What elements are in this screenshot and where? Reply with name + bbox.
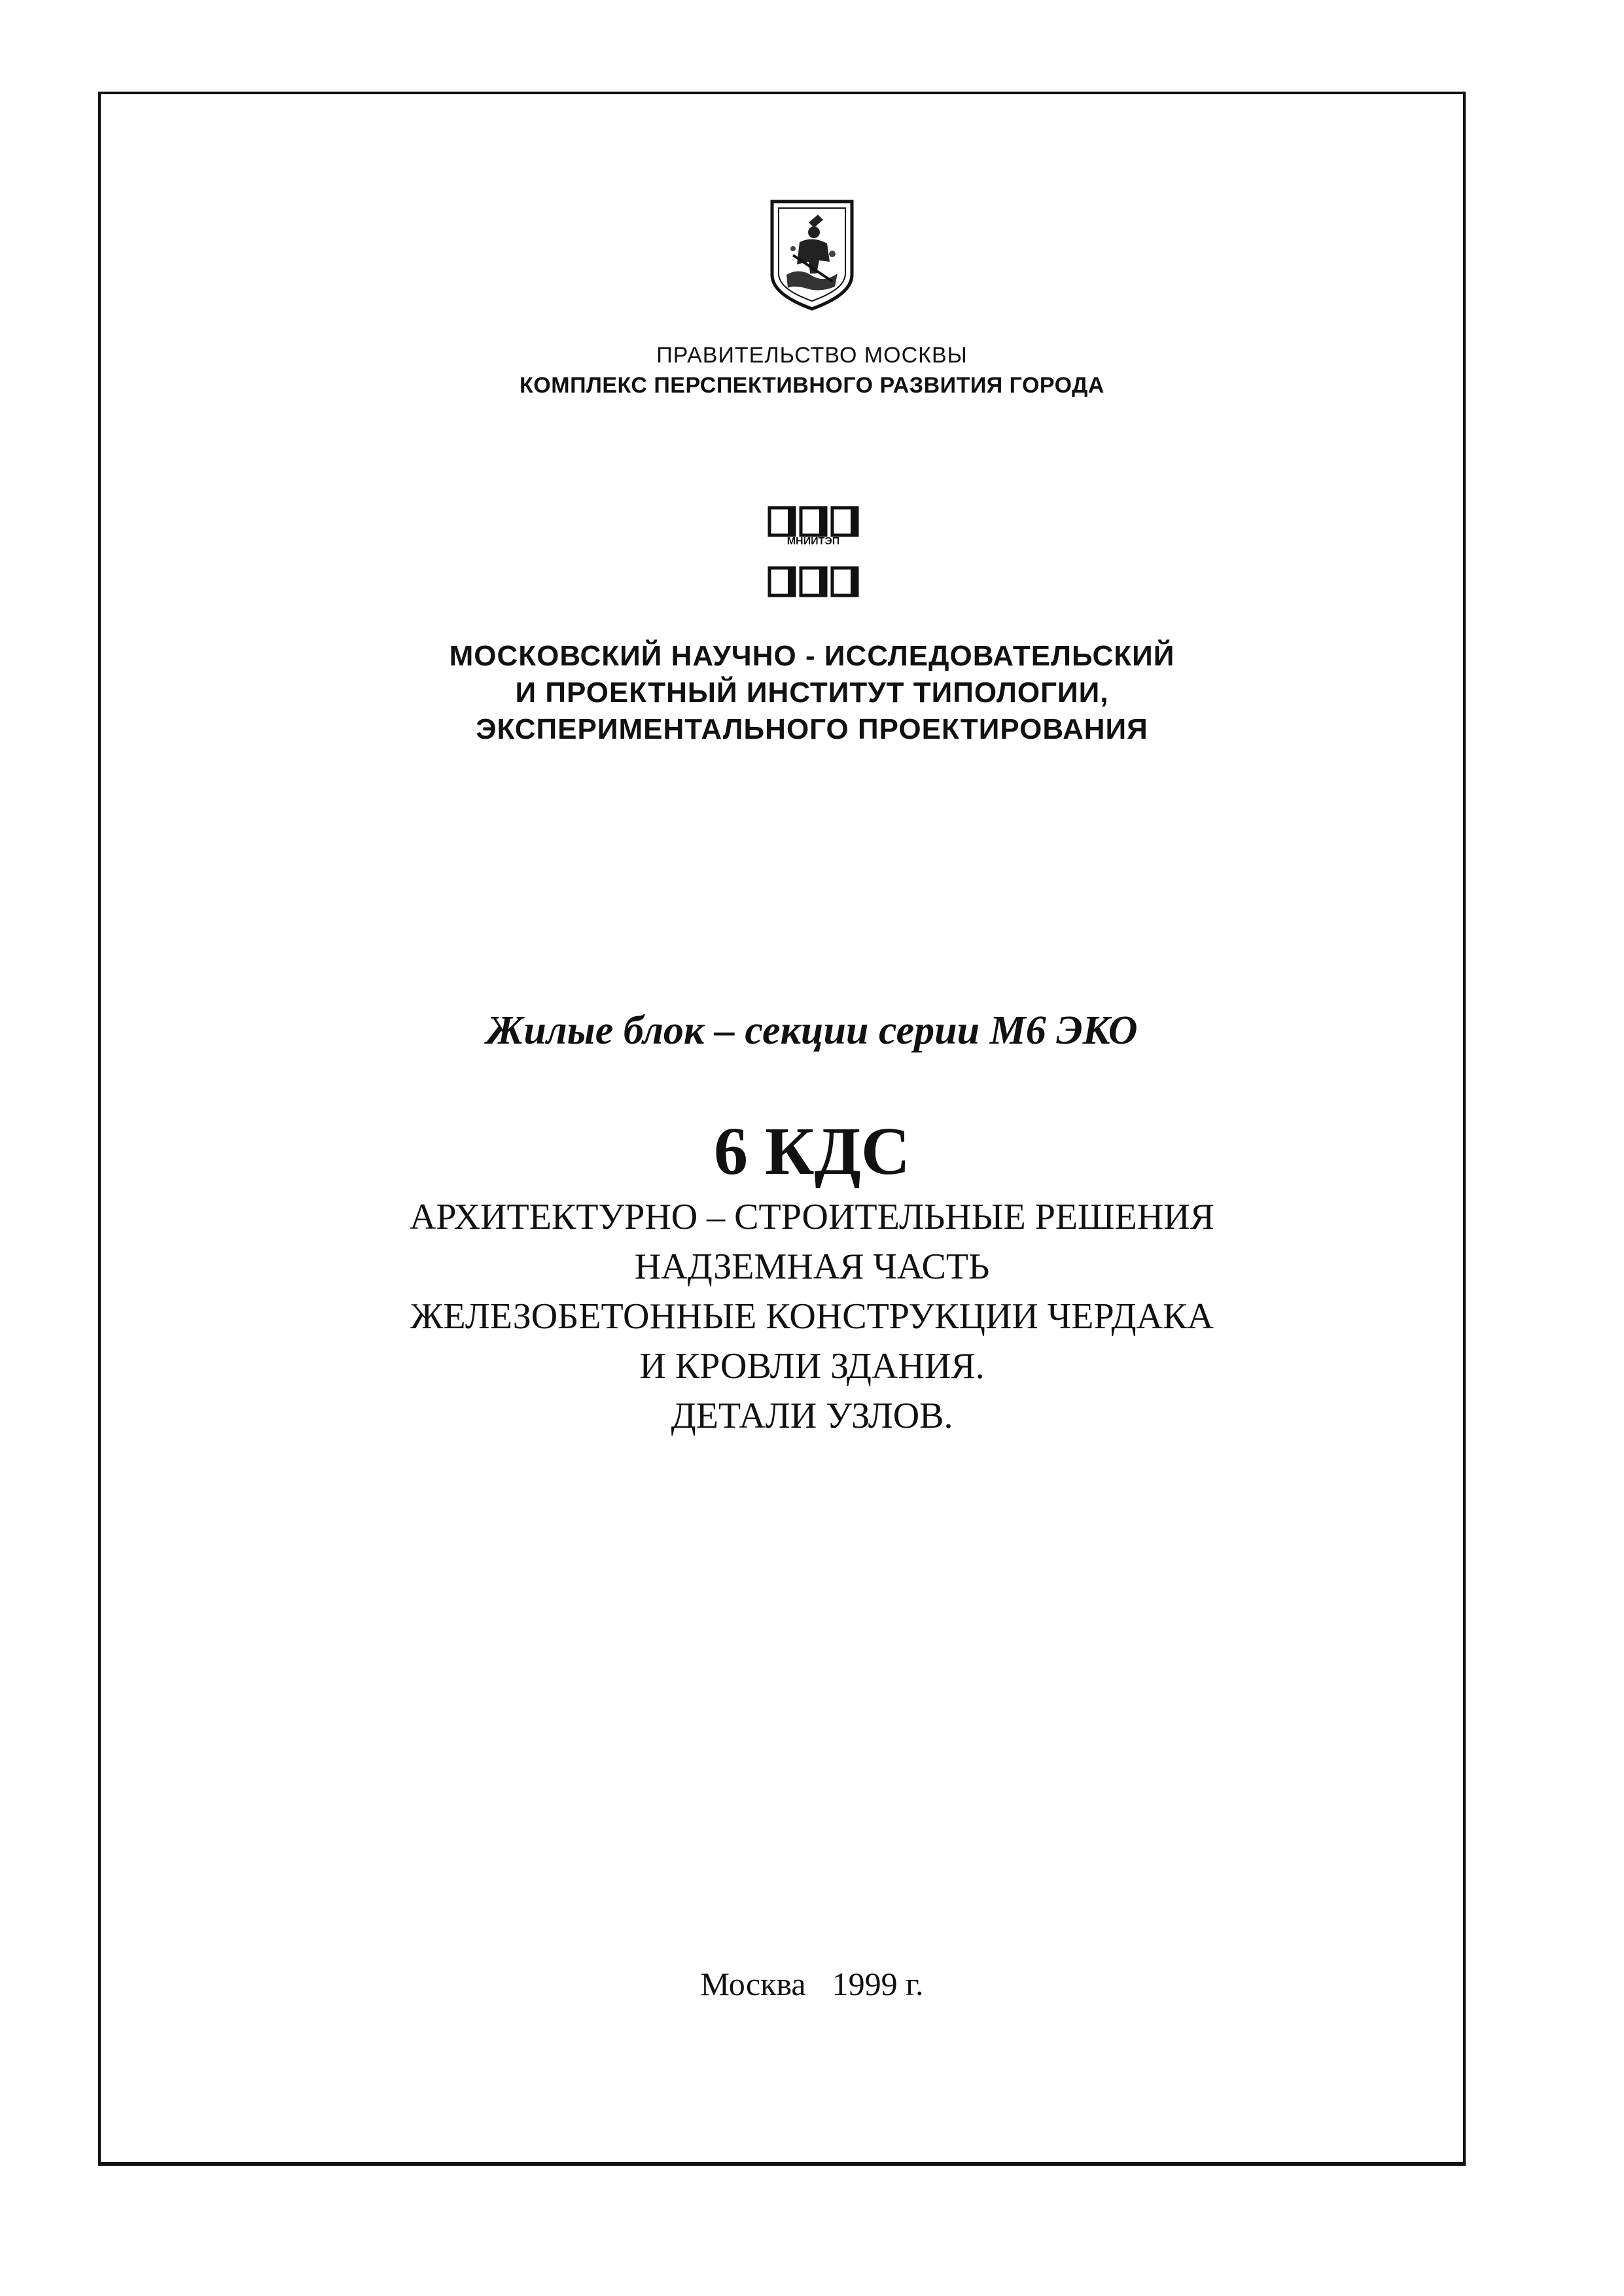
series-title: Жилые блок – секции серии М6 ЭКО xyxy=(486,1008,1138,1053)
institute-name-line: МОСКОВСКИЙ НАУЧНО - ИССЛЕДОВАТЕЛЬСКИЙ xyxy=(449,640,1175,672)
place-and-year xyxy=(0,1963,1624,2005)
mniitep-logo xyxy=(764,503,862,601)
city-name: Москва xyxy=(700,1966,806,2002)
document-code: 6 КДС xyxy=(713,1114,911,1189)
institute-name-line: И ПРОЕКТНЫЙ ИНСТИТУТ ТИПОЛОГИИ, xyxy=(515,677,1109,709)
government-header xyxy=(0,340,1624,400)
document-description xyxy=(0,1192,1624,1441)
description-line: НАДЗЕМНАЯ ЧАСТЬ xyxy=(634,1246,990,1287)
moscow-coat-of-arms-emblem xyxy=(767,196,857,313)
development-complex-name: КОМПЛЕКС ПЕРСПЕКТИВНОГО РАЗВИТИЯ ГОРОДА xyxy=(520,373,1104,398)
description-line: И КРОВЛИ ЗДАНИЯ. xyxy=(639,1346,985,1386)
institute-name-line: ЭКСПЕРИМЕНТАЛЬНОГО ПРОЕКТИРОВАНИЯ xyxy=(476,713,1148,745)
description-line: ЖЕЛЕЗОБЕТОННЫЕ КОНСТРУКЦИИ ЧЕРДАКА xyxy=(410,1296,1214,1337)
institute-name xyxy=(0,638,1624,748)
description-line: АРХИТЕКТУРНО – СТРОИТЕЛЬНЫЕ РЕШЕНИЯ xyxy=(409,1197,1214,1237)
government-name: ПРАВИТЕЛЬСТВО МОСКВЫ xyxy=(656,343,968,368)
description-line: ДЕТАЛИ УЗЛОВ. xyxy=(671,1396,953,1436)
year: 1999 г. xyxy=(832,1966,924,2002)
mniitep-logo-label: МНИИТЭП xyxy=(786,536,840,547)
